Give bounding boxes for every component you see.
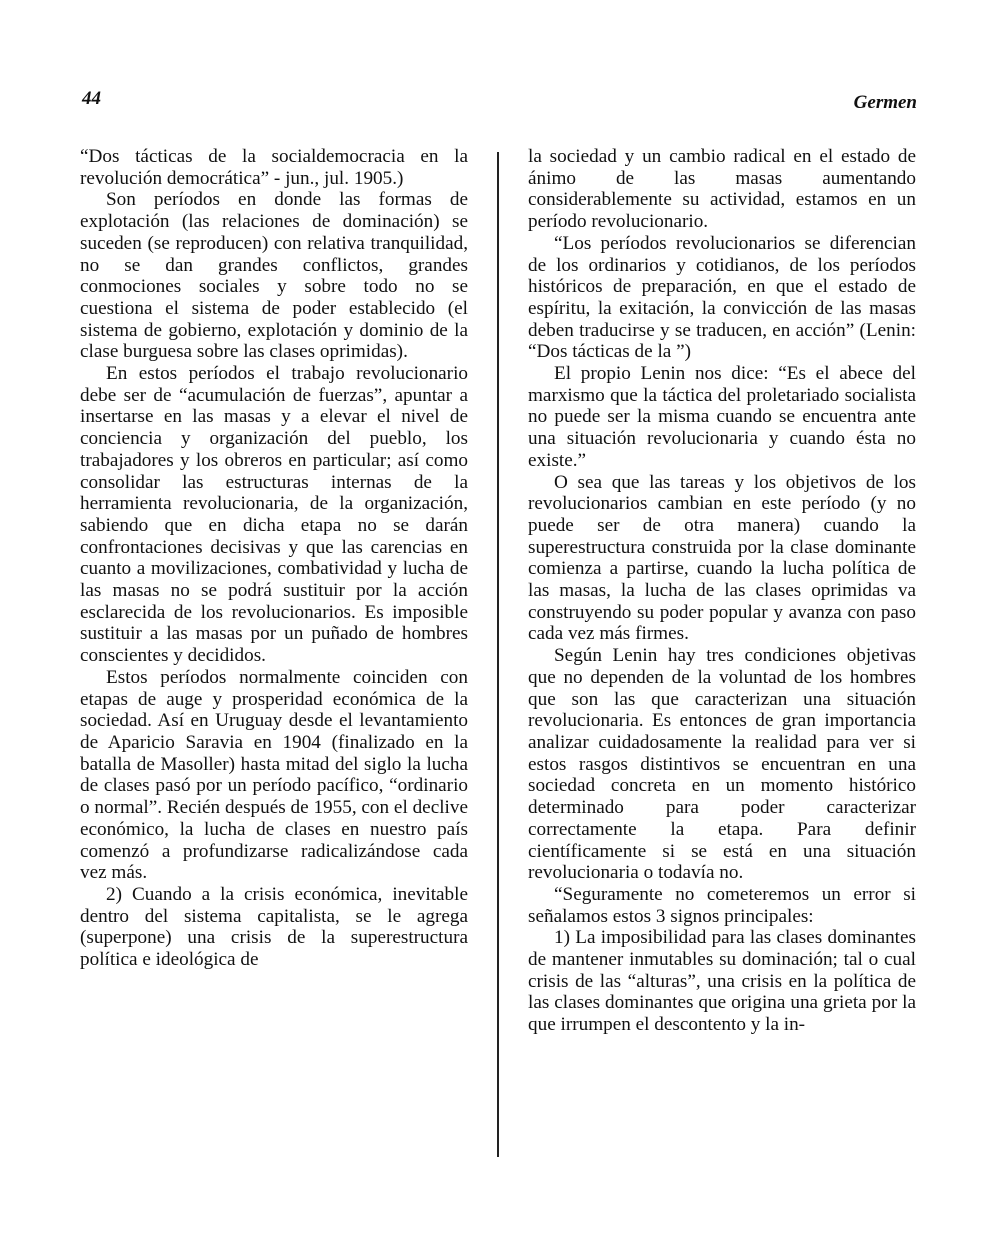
right-column (528, 146, 916, 1036)
paragraph: O sea que las tareas y los objetivos de los revolucionarios cambian en este período (y no puede ser de otra manera) cuando la superestructura construida por la clase dominante comienza a partirse, cuando la lucha política de las masas, la lucha de las clases oprimidas va construyendo su poder popular y avanza con paso cada vez más firmes. (528, 471, 916, 645)
paragraph: “Seguramente no cometeremos un error si señalamos estos 3 signos principales: (528, 883, 916, 927)
paragraph: 2) Cuando a la crisis económica, inevitable dentro del sistema capitalista, se le agrega (superpone) una crisis de la superestructura política e ideológica de (80, 883, 468, 971)
paragraph: la sociedad y un cambio radical en el estado de ánimo de las masas aumentando considerablemente su actividad, estamos en un período revolucionario. (528, 146, 916, 233)
paragraph: Según Lenin hay tres condiciones objetivas que no dependen de la voluntad de los hombres que son las que caracterizan una situación revolucionaria. Es entonces de gran importancia analizar cuidadosamente la realidad para ver si estos rasgos distintivos se encuentran en una sociedad concreta en un momento histórico determinado para poder caracterizar correctamente la etapa. Para definir científicamente si se está en una situación revolucionaria o todavía no. (528, 645, 916, 884)
running-title: Germen (853, 92, 917, 113)
page-number: 44 (82, 88, 101, 109)
left-column (80, 146, 468, 971)
paragraph: “Los períodos revolucionarios se diferencian de los ordinarios y cotidianos, de los períodos históricos de preparación, en que el estado de espíritu, la exitación, la convicción de las masas deben traducirse y se traducen, en acción” (Lenin: “Dos tácticas de la ”) (528, 232, 916, 363)
paragraph: 1) La imposibilidad para las clases dominantes de mantener inmutables su dominación; tal o cual crisis de las “alturas”, una crisis en la política de las clases dominantes que origina una grieta por la que irrumpen el descontento y la in- (528, 927, 916, 1036)
paragraph: Estos períodos normalmente coinciden con etapas de auge y prosperidad económica de la sociedad. Así en Uruguay desde el levantamiento de Aparicio Saravia en 1904 (finalizado en la batalla de Masoller) hasta mitad del siglo la lucha de clases pasó por un período pacífico, “ordinario o normal”. Recién después de 1955, con el declive económico, la lucha de clases en nuestro país comenzó a profundizarse radicalizándose cada vez más. (80, 666, 468, 884)
paragraph: En estos períodos el trabajo revolucionario debe ser de “acumulación de fuerzas”, apuntar a insertarse en las masas y a elevar el nivel de conciencia y organización del pueblo, los trabajadores y los obreros en particular; así como consolidar las estructuras internas de la herramienta revolucionaria, de la organización, sabiendo que en dicha etapa no se darán confrontaciones decisivas y que las carencias en cuanto a movilizaciones, combatividad y lucha de las masas no se podrá sustituir por la acción esclarecida de los revolucionarios. Es imposible sustituir a las masas por un puñado de hombres conscientes y decididos. (80, 363, 468, 667)
column-divider (497, 152, 499, 1157)
paragraph: “Dos tácticas de la socialdemocracia en la revolución democrática” - jun., jul. 1905.) (80, 146, 468, 189)
paragraph: Son períodos en donde las formas de explotación (las relaciones de dominación) se suceden (se reproducen) con relativa tranquilidad, no se dan grandes conflictos, grandes conmociones sociales y sobre todo no se cuestiona el sistema de poder establecido (el sistema de gobierno, explotación y dominio de la clase burguesa sobre las clases oprimidas). (80, 189, 468, 363)
paragraph: El propio Lenin nos dice: “Es el abece del marxismo que la táctica del proletariado socialista no puede ser la misma cuando se encuentra ante una situación revolucionaria y cuando ésta no existe.” (528, 363, 916, 471)
